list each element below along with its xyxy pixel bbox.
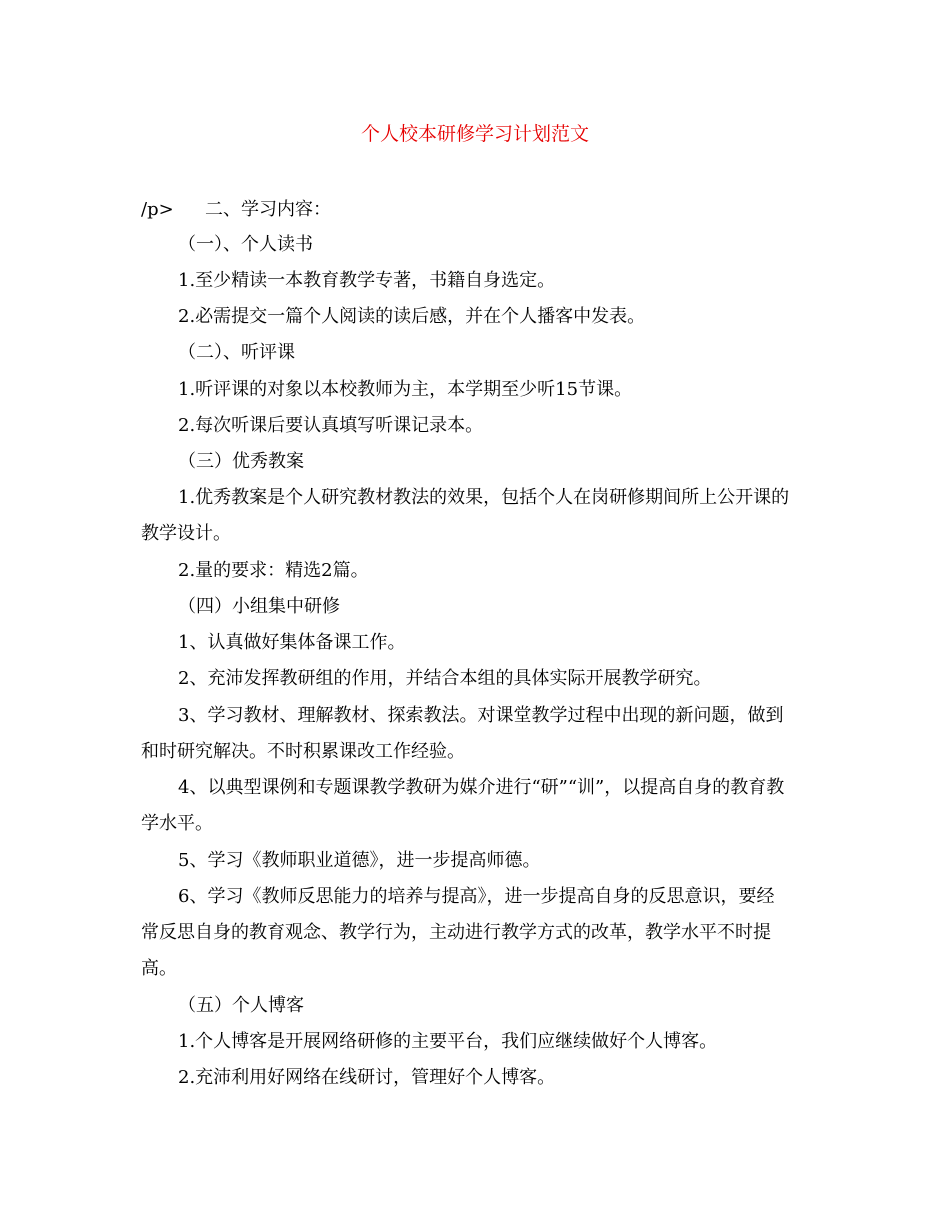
paragraph-continuation-line: 学水平。 xyxy=(141,813,213,834)
paragraph-line: 5、学习《教师职业道德》，进一步提高师德。 xyxy=(178,850,541,871)
paragraph-line: 3、学习教材、理解教材、探索教法。对课堂教学过程中出现的新问题，做到 xyxy=(178,705,784,726)
subsection-heading: （四）小组集中研修 xyxy=(178,596,340,617)
subsection-heading: （三）优秀教案 xyxy=(178,451,304,472)
paragraph-line: 6、学习《教师反思能力的培养与提高》，进一步提高自身的反思意识，要经 xyxy=(178,886,775,907)
paragraph-line: 4、以典型课例和专题课教学教研为媒介进行“研”“训”，以提高自身的教育教 xyxy=(178,777,785,798)
paragraph-continuation-line: 常反思自身的教育观念、教学行为，主动进行教学方式的改革，教学水平不时提 xyxy=(141,922,771,943)
paragraph-line: 2.必需提交一篇个人阅读的读后感，并在个人播客中发表。 xyxy=(178,306,646,327)
paragraph-line: 1.个人博客是开展网络研修的主要平台，我们应继续做好个人博客。 xyxy=(178,1031,718,1052)
subsection-heading: （一）、个人读书 xyxy=(178,234,313,255)
section-heading-learning-content xyxy=(141,198,331,222)
paragraph-line: 2、充沛发挥教研组的作用，并结合本组的具体实际开展教学研究。 xyxy=(178,668,712,689)
subsection-heading: （五）个人博客 xyxy=(178,995,304,1016)
paragraph-line: 1、认真做好集体备课工作。 xyxy=(178,632,406,653)
paragraph-line: 2.量的要求：精选2篇。 xyxy=(178,560,369,581)
paragraph-continuation-line: 教学设计。 xyxy=(141,523,231,544)
stray-markup-prefix: /p> xyxy=(141,199,174,220)
paragraph-line: 2.充沛利用好网络在线研讨，管理好个人博客。 xyxy=(178,1067,556,1088)
paragraph-line: 1.至少精读一本教育教学专著，书籍自身选定。 xyxy=(178,270,556,291)
paragraph-continuation-line: 和时研究解决。不时积累课改工作经验。 xyxy=(141,741,465,762)
paragraph-continuation-line: 高。 xyxy=(141,958,177,979)
section-heading-text: 二、学习内容： xyxy=(205,199,331,220)
paragraph-line: 1.优秀教案是个人研究教材教法的效果，包括个人在岗研修期间所上公开课的 xyxy=(178,487,790,508)
paragraph-line: 2.每次听课后要认真填写听课记录本。 xyxy=(178,415,484,436)
subsection-heading: （二）、听评课 xyxy=(178,342,295,363)
document-title: 个人校本研修学习计划范文 xyxy=(360,123,589,145)
paragraph-line: 1.听评课的对象以本校教师为主，本学期至少听15节课。 xyxy=(178,379,633,400)
